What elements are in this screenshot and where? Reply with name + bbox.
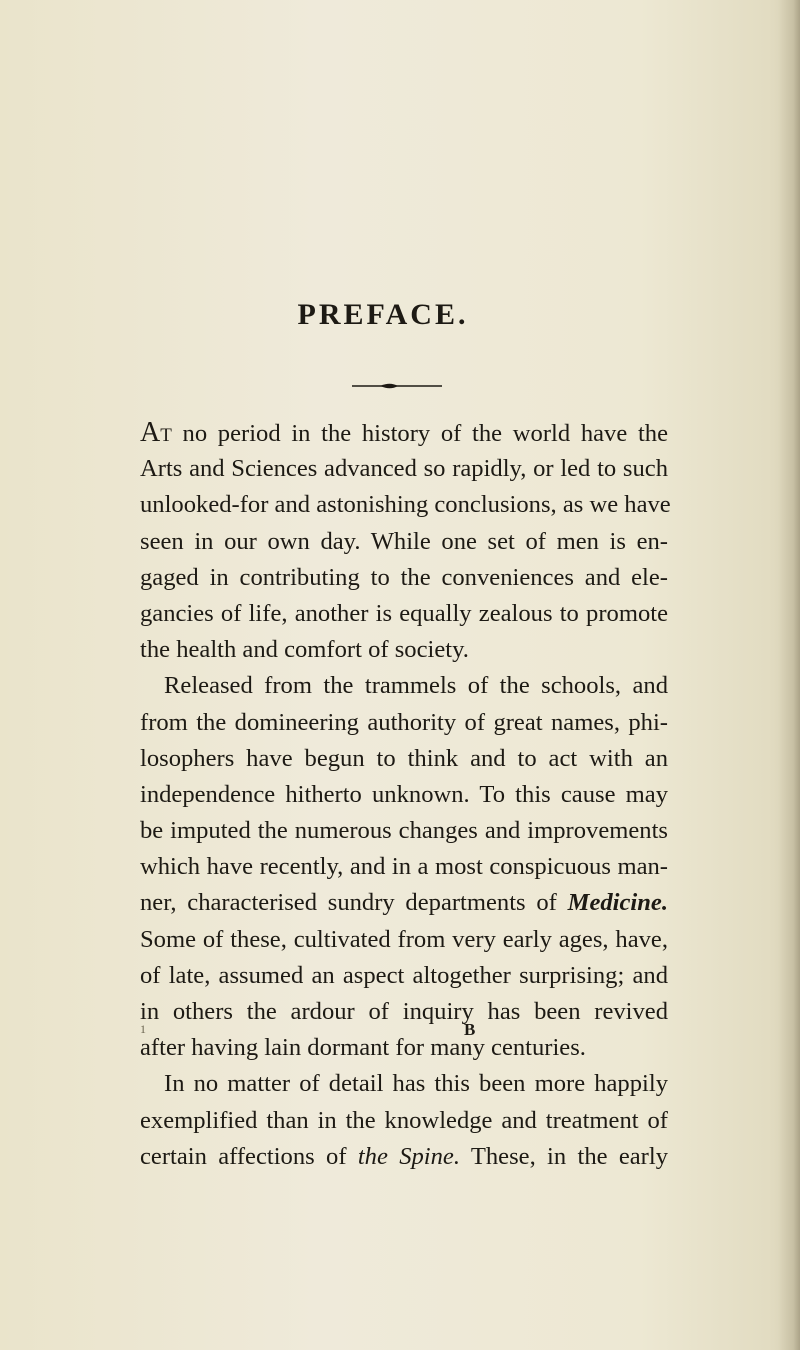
text-line: gaged in contributing to the conveniences and ele-: [140, 563, 668, 591]
text-line: Arts and Sciences advanced so rapidly, or led to such: [140, 455, 668, 483]
text-line: Some of these, cultivated from very early ages, have,: [140, 925, 668, 953]
text-line: losophers have begun to think and to act with an: [140, 744, 668, 772]
page-heading: [0, 298, 800, 332]
text-line: gancies of life, another is equally zealous to promote: [140, 599, 668, 627]
text-line: which have recently, and in a most conspicuous man-: [140, 853, 668, 881]
page-edge-shadow: [778, 0, 800, 1350]
text-line: be imputed the numerous changes and improvements: [140, 817, 668, 845]
text-line: of late, assumed an aspect altogether surprising; and: [140, 961, 668, 989]
text-line: from the domineering authority of great names, phi-: [140, 708, 668, 736]
text-line: In no matter of detail has this been more happily: [164, 1070, 668, 1098]
text-line: after having lain dormant for many centuries.: [140, 1034, 586, 1062]
text-line: in others the ardour of inquiry has been revived: [140, 998, 668, 1025]
text-line: certain affections of the Spine. These, in the early: [140, 1142, 668, 1170]
text-line: unlooked-for and astonishing conclusions, as we have: [140, 491, 671, 519]
text-line: independence hitherto unknown. To this cause may: [140, 780, 668, 808]
body-text: [140, 415, 671, 1175]
text-line: Released from the trammels of the schools, and: [164, 672, 668, 700]
text-line: seen in our own day. While one set of men is en-: [140, 527, 668, 555]
text-line: the health and comfort of society.: [140, 636, 469, 664]
text-line: ner, characterised sundry departments of Medicine.: [140, 889, 668, 917]
stray-mark: 1: [140, 1022, 146, 1036]
heading-text: PREFACE.: [297, 298, 469, 331]
text-line: exemplified than in the knowledge and treatment of: [140, 1106, 668, 1134]
signature-mark: B: [464, 1020, 476, 1039]
text-line: AT no period in the history of the world have the: [140, 417, 668, 448]
ornament-rule: [352, 381, 442, 391]
